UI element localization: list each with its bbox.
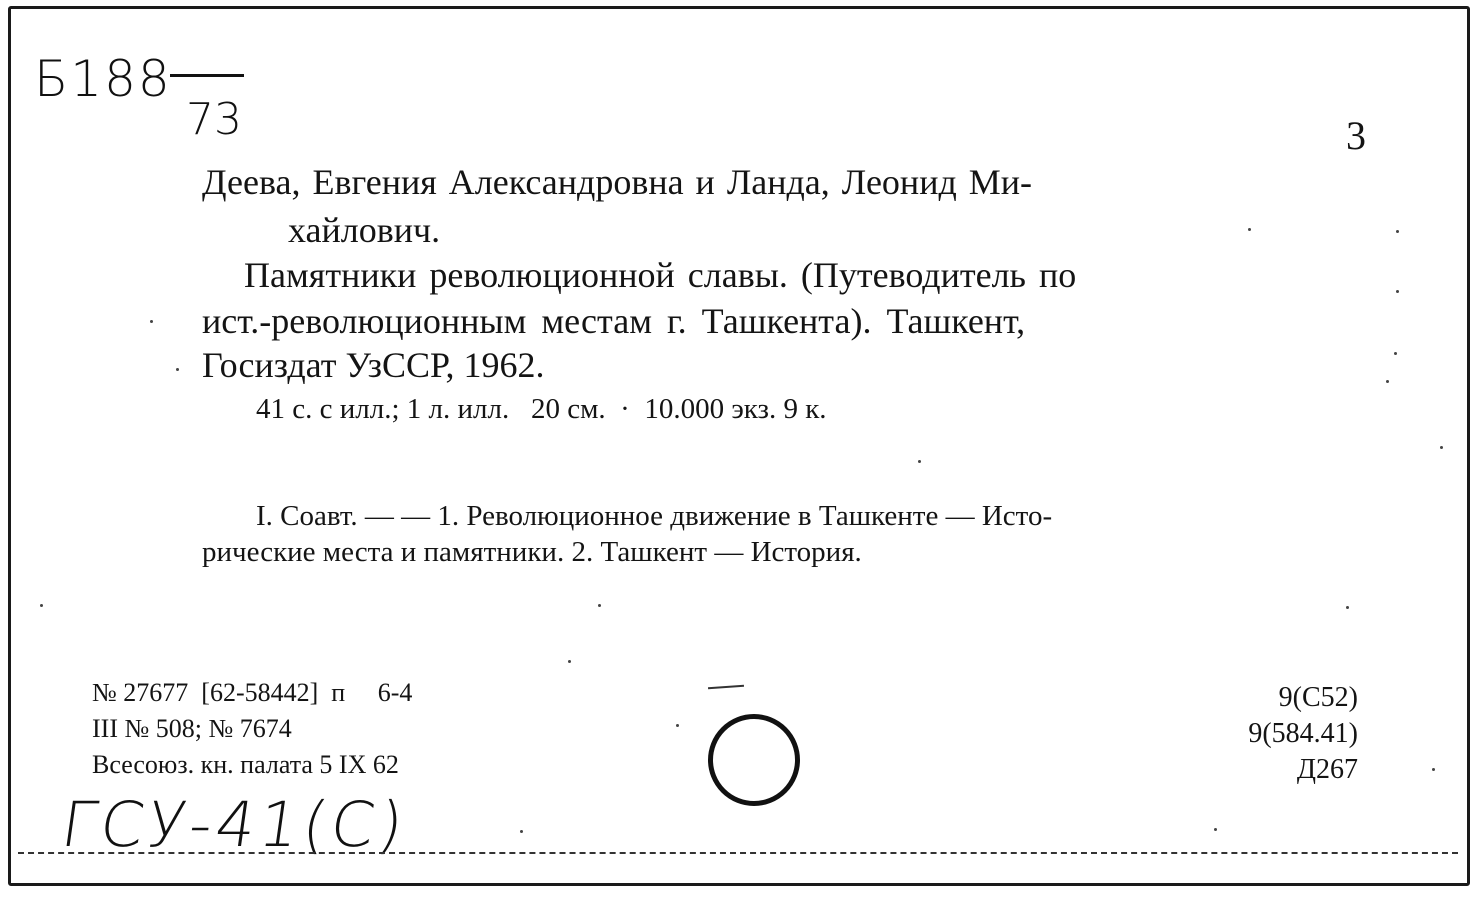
scan-speck bbox=[1386, 380, 1389, 383]
card-number: 3 bbox=[1346, 113, 1366, 158]
handwritten-bottom-note: ГСУ-41(С) bbox=[56, 788, 412, 861]
registry-line-2: III № 508; № 7674 bbox=[92, 714, 292, 743]
registry-line-1: № 27677 [62-58442] п 6-4 bbox=[92, 678, 413, 707]
circle-stamp-icon bbox=[708, 714, 800, 806]
scan-speck bbox=[150, 320, 153, 323]
classification-codes bbox=[1248, 680, 1358, 788]
classification-code-2: 9(584.41) bbox=[1248, 718, 1358, 749]
scan-speck bbox=[176, 368, 179, 371]
scan-speck bbox=[40, 604, 43, 607]
author-line-2: хайлович. bbox=[288, 210, 441, 250]
scan-speck bbox=[598, 604, 601, 607]
scan-speck bbox=[676, 724, 679, 727]
scan-speck bbox=[568, 660, 571, 663]
shelfmark-fraction-line bbox=[170, 74, 244, 77]
scan-speck bbox=[1394, 352, 1397, 355]
title-line-3: Госиздат УзССР, 1962. bbox=[202, 345, 545, 385]
scan-speck bbox=[1396, 290, 1399, 293]
scan-speck bbox=[1432, 768, 1435, 771]
title-line-1: Памятники революционной славы. (Путеводитель по bbox=[244, 255, 1077, 295]
tracings-line-1: I. Соавт. — — 1. Революционное движение в Ташкенте — Исто- bbox=[256, 500, 1053, 532]
classification-code-1: 9(С52) bbox=[1278, 682, 1358, 713]
scan-speck bbox=[1396, 230, 1399, 233]
classification-code-3: Д267 bbox=[1296, 754, 1358, 785]
scan-speck bbox=[918, 460, 921, 463]
physical-description: 41 с. с илл.; 1 л. илл. 20 см. · 10.000 экз. 9 к. bbox=[256, 393, 827, 425]
registry-line-3: Всесоюз. кн. палата 5 IX 62 bbox=[92, 750, 399, 779]
scan-speck bbox=[1346, 606, 1349, 609]
scan-speck bbox=[1214, 828, 1217, 831]
title-line-2: ист.-революционным местам г. Ташкента). Ташкент, bbox=[202, 301, 1026, 341]
scan-speck bbox=[1248, 228, 1251, 231]
handwritten-shelfmark-sub: 73 bbox=[186, 94, 242, 145]
bottom-underline bbox=[18, 852, 1458, 854]
handwritten-shelfmark: Б188 bbox=[34, 50, 172, 108]
scan-speck bbox=[520, 830, 523, 833]
scan-speck bbox=[1440, 446, 1443, 449]
author-line-1: Деева, Евгения Александровна и Ланда, Леонид Ми- bbox=[202, 162, 1033, 202]
tracings-line-2: рические места и памятники. 2. Ташкент — История. bbox=[202, 536, 862, 568]
